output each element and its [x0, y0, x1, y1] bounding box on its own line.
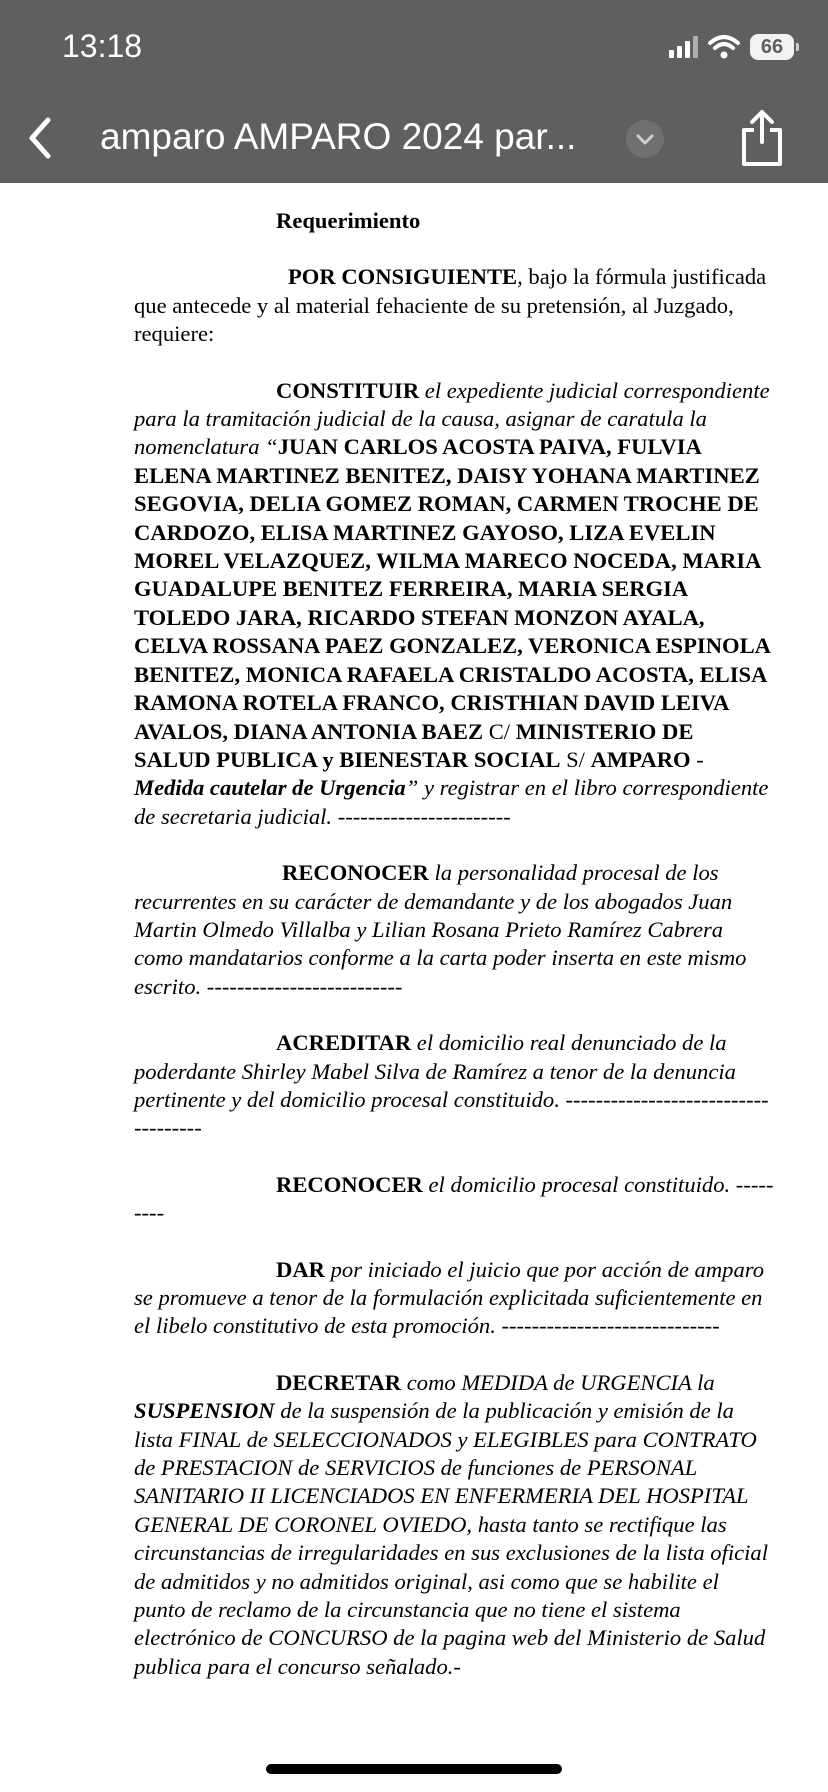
status-time: 13:18 [62, 28, 143, 64]
share-icon[interactable] [740, 108, 784, 168]
case-caption-names: JUAN CARLOS ACOSTA PAIVA, FULVIA ELENA MARTINEZ BENITEZ, DAISY YOHANA MARTINEZ SEGOVIA, DELIA GOMEZ ROMAN, CARMEN TROCHE DE CARDOZO, ELISA MARTINEZ GAYOSO, LIZA EVELIN MOREL VELAZQUEZ, WILMA MARECO NOCEDA, MARIA GUADALUPE BENITEZ FERREIRA, MARIA SERGIA TOLEDO JARA, RICARDO STEFAN MONZON AYALA, CELVA ROSSANA PAEZ GONZALEZ, VERONICA ESPINOLA BENITEZ, MONICA RAFAELA CRISTALDO ACOSTA, ELISA RAMONA ROTELA FRANCO, CRISTHIAN DAVID LEIVA AVALOS, DIANA ANTONIA BAEZ [134, 434, 770, 744]
paragraph-reconocer-personalidad: RECONOCER la personalidad procesal de los recurrentes en su carácter de demandante y de los abogados Juan Martin Olmedo Villalba y Lilian Rosana Prieto Ramírez Cabrera como mandatarios conforme a la carta poder inserta en este mismo escrito. -------------------------- [134, 860, 747, 999]
wifi-icon [708, 35, 740, 59]
paragraph-reconocer-domicilio: RECONOCER el domicilio procesal constituido. --------- [134, 1171, 774, 1226]
status-icons [669, 34, 794, 60]
document-title[interactable]: amparo AMPARO 2024 par... [100, 116, 577, 157]
paragraph-decretar: DECRETAR como MEDIDA de URGENCIA la SUSPENSION de la suspensión de la publicación y emisión de la lista FINAL de SELECCIONADOS y ELEGIBLES para CONTRATO de PRESTACION de SERVICIOS de funciones de PERSONAL SANITARIO II LICENCIADOS EN ENFERMERIA DEL HOSPITAL GENERAL DE CORONEL OVIEDO, hasta tanto se rectifique las circunstancias de irregularidades en sus exclusiones de la lista oficial de admitidos y no admitidos original, asi como que se habilite el punto de reclamo de la circunstancia que no tiene el sistema electrónico de CONCURSO de la pagina web del Ministerio de Salud publica para el concurso señalado.- [134, 1369, 769, 1679]
paragraph-por-consiguiente: POR CONSIGUIENTE, bajo la fórmula justificada que antecede y al material fehaciente de su pretensión, al Juzgado, requiere: [134, 264, 767, 347]
paragraph-constituir: CONSTITUIR el expediente judicial correspondiente para la tramitación judicial de la causa, asignar de caratula la nomenclatura “JUAN CARLOS ACOSTA PAIVA, FULVIA ELENA MARTINEZ BENITEZ, DAISY YOHANA MARTINEZ SEGOVIA, DELIA GOMEZ ROMAN, CARMEN TROCHE DE CARDOZO, ELISA MARTINEZ GAYOSO, LIZA EVELIN MOREL VELAZQUEZ, WILMA MARECO NOCEDA, MARIA GUADALUPE BENITEZ FERREIRA, MARIA SERGIA TOLEDO JARA, RICARDO STEFAN MONZON AYALA, CELVA ROSSANA PAEZ GONZALEZ, VERONICA ESPINOLA BENITEZ, MONICA RAFAELA CRISTALDO ACOSTA, ELISA RAMONA ROTELA FRANCO, CRISTHIAN DAVID LEIVA AVALOS, DIANA ANTONIA BAEZ C/ MINISTERIO DE SALUD PUBLICA y BIENESTAR SOCIAL S/ AMPARO - Medida cautelar de Urgencia” y registrar en el libro correspondiente de secretaria judicial. ----------------------- [134, 377, 770, 829]
chevron-down-icon[interactable] [626, 120, 664, 158]
section-heading: Requerimiento [276, 208, 421, 233]
top-bar [0, 0, 828, 183]
paragraph-acreditar: ACREDITAR el domicilio real denunciado de la poderdante Shirley Mabel Silva de Ramírez a tenor de la denuncia pertinente y del domicilio procesal constituido. ------------------------------------ [134, 1030, 769, 1141]
back-chevron-icon[interactable] [22, 112, 58, 164]
battery-indicator: 66 [750, 34, 794, 60]
home-indicator[interactable] [266, 1764, 562, 1774]
signal-icon [669, 36, 698, 58]
paragraph-dar: DAR por iniciado el juicio que por acción de amparo se promueve a tenor de la formulación explicitada suficientemente en el libelo constitutivo de esta promoción. ----------------------------- [134, 1256, 764, 1339]
document-page [134, 183, 774, 1681]
